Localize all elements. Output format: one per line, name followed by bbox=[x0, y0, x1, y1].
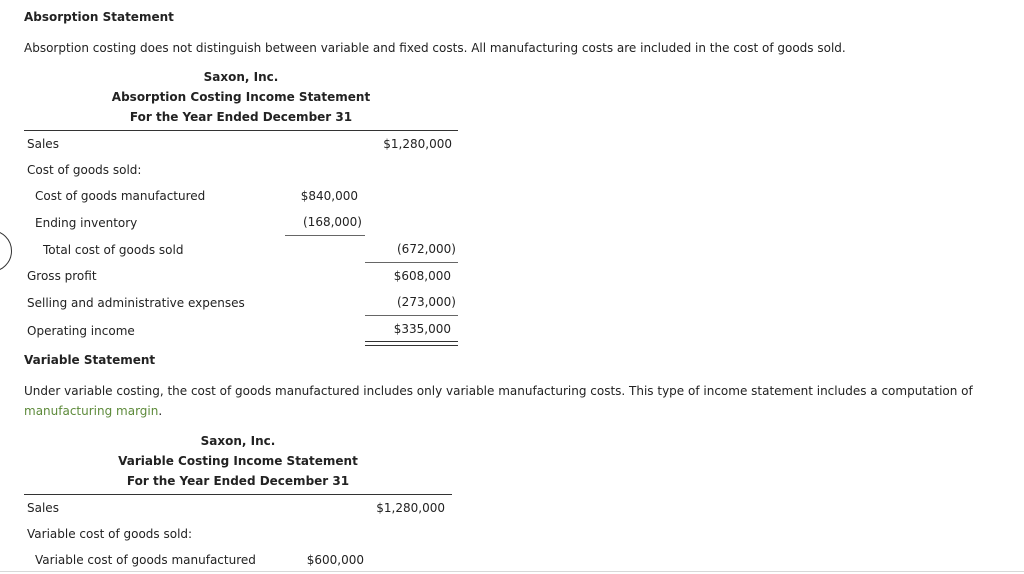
abs-sga-label: Selling and administrative expenses bbox=[27, 296, 245, 310]
variable-company: Saxon, Inc. bbox=[200, 434, 276, 448]
page-bottom-divider bbox=[0, 571, 1024, 572]
abs-cogm-value: $840,000 bbox=[300, 189, 358, 203]
abs-operating-income-double-rule bbox=[365, 341, 458, 346]
variable-heading: Variable Statement bbox=[24, 353, 156, 367]
absorption-period: For the Year Ended December 31 bbox=[129, 110, 353, 124]
manufacturing-margin-link[interactable]: manufacturing margin bbox=[24, 404, 159, 418]
variable-period: For the Year Ended December 31 bbox=[126, 474, 350, 488]
var-vcogs-label: Variable cost of goods sold: bbox=[27, 527, 193, 541]
variable-title: Variable Costing Income Statement bbox=[118, 454, 358, 468]
variable-header-rule bbox=[24, 494, 452, 495]
absorption-title: Absorption Costing Income Statement bbox=[111, 90, 371, 104]
abs-total-cogs-label: Total cost of goods sold bbox=[43, 243, 184, 257]
abs-operating-income-label: Operating income bbox=[27, 324, 135, 338]
abs-sga-underline bbox=[365, 315, 458, 316]
var-vcogm-value: $600,000 bbox=[306, 553, 364, 567]
abs-total-cogs-value: (672,000) bbox=[397, 242, 456, 256]
abs-operating-income-value: $335,000 bbox=[393, 322, 451, 336]
abs-sga-value: (273,000) bbox=[397, 295, 456, 309]
abs-cogs-label: Cost of goods sold: bbox=[27, 163, 142, 177]
absorption-description: Absorption costing does not distinguish between variable and fixed costs. All manufacturing costs are included in the cost of goods sold. bbox=[24, 41, 846, 55]
abs-sales-value: $1,280,000 bbox=[383, 137, 452, 151]
absorption-header-rule bbox=[24, 130, 458, 131]
abs-ending-inventory-label: Ending inventory bbox=[35, 216, 138, 230]
radio-circle-icon[interactable] bbox=[0, 230, 12, 272]
variable-description-line2 bbox=[24, 404, 162, 418]
absorption-heading: Absorption Statement bbox=[24, 10, 174, 24]
var-sales-value: $1,280,000 bbox=[376, 501, 445, 515]
abs-total-cogs-underline bbox=[365, 262, 458, 263]
abs-ending-inventory-value: (168,000) bbox=[303, 215, 362, 229]
variable-description: Under variable costing, the cost of goods manufactured includes only variable manufacturing costs. This type of income statement includes a computation of bbox=[24, 384, 973, 398]
abs-cogm-label: Cost of goods manufactured bbox=[35, 189, 206, 203]
var-vcogm-label: Variable cost of goods manufactured bbox=[35, 553, 256, 567]
abs-gross-profit-label: Gross profit bbox=[27, 269, 97, 283]
abs-inventory-underline bbox=[285, 235, 365, 236]
abs-gross-profit-value: $608,000 bbox=[393, 269, 451, 283]
abs-sales-label: Sales bbox=[27, 137, 59, 151]
absorption-company: Saxon, Inc. bbox=[203, 70, 279, 84]
var-sales-label: Sales bbox=[27, 501, 59, 515]
variable-description-end: . bbox=[158, 404, 163, 418]
